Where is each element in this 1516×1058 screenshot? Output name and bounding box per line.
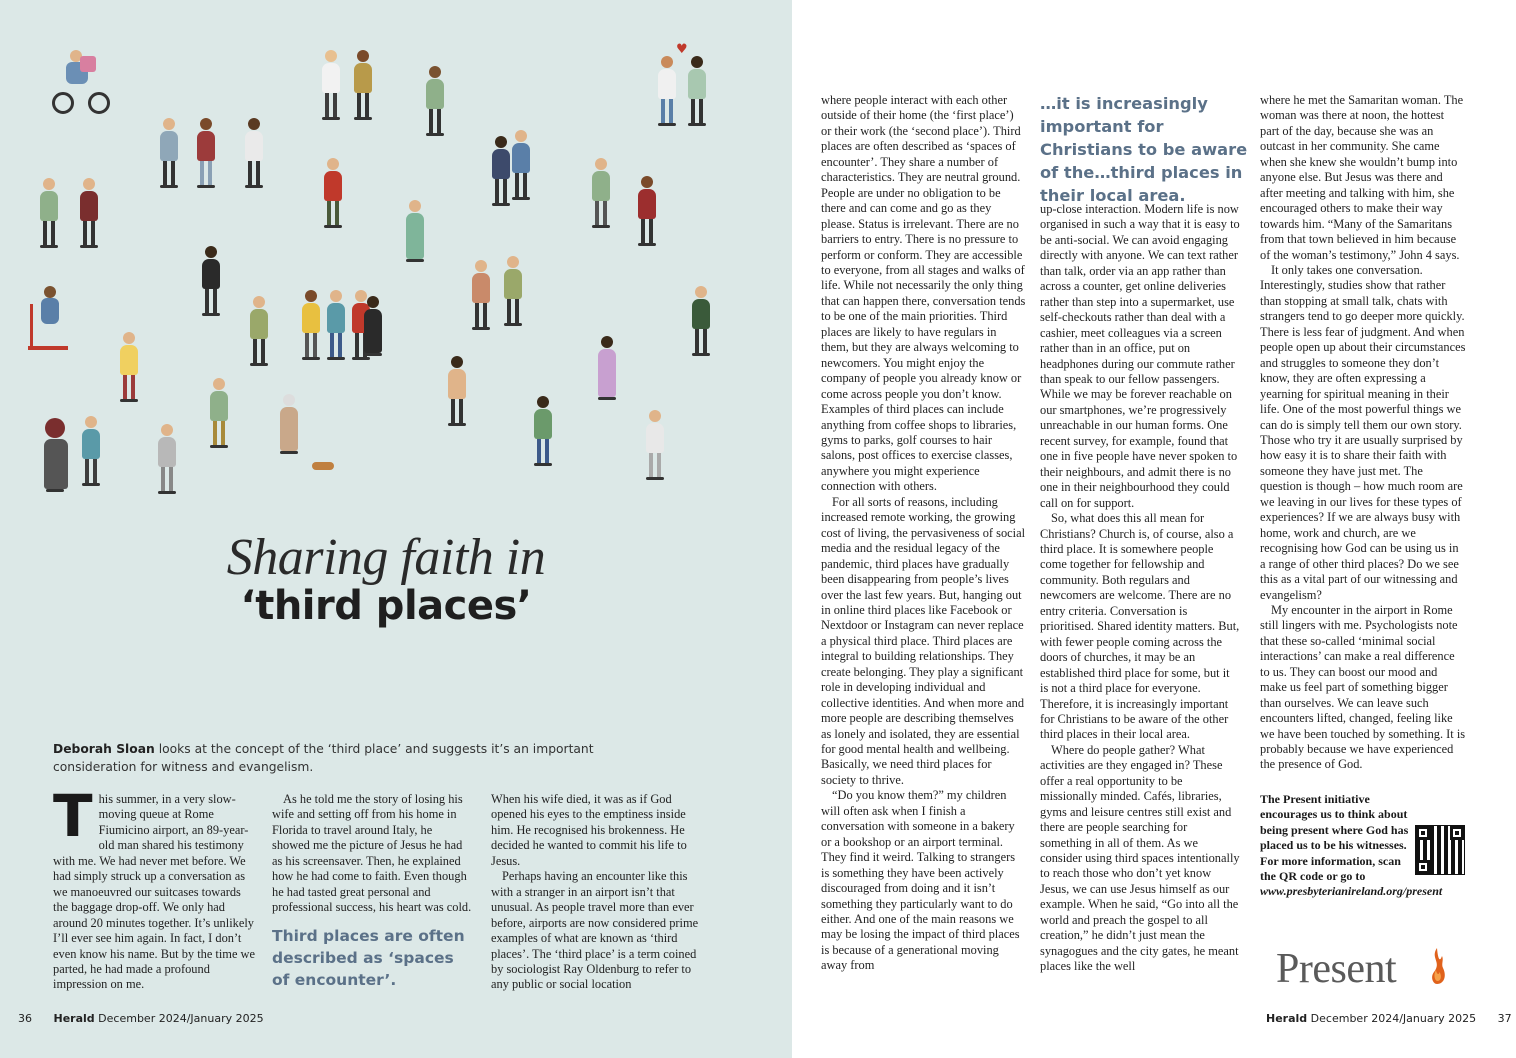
person-figure [362, 296, 384, 356]
person-figure [510, 130, 532, 200]
person-figure [636, 176, 658, 246]
page-number: 37 [1497, 1012, 1512, 1025]
magazine-name: Herald [53, 1012, 95, 1025]
body-paragraph: Perhaps having an encounter like this with a stranger in an airport isn’t that unusual. As people travel more than ever before, airports are now considered prime examples of what are known as ‘third places’. The ‘third place’ is a term coined by sociologist Ray Oldenburg to refer to any public or social location [491, 869, 699, 992]
person-figure [248, 296, 270, 366]
body-column-3 [491, 792, 699, 993]
pull-quote: …it is increasingly important for Christians to be aware of the…third places in their local area. [1040, 94, 1248, 205]
body-paragraph: This summer, in a very slow-moving queue at Rome Fiumicino airport, an 89-year-old man shared his testimony with me. We had never met before. We had simply struck up a conversation as we manoeuvred our suitcases towards the baggage drop-off. We only had around 20 minutes together. It’s unlikely I’ll ever see him again. In fact, I don’t even know his name. But by the time we parted, he had made a profound impression on me. [53, 782, 255, 992]
folio-right [1266, 1012, 1512, 1025]
person-figure [208, 378, 230, 448]
person-figure [404, 200, 426, 262]
person-figure [325, 290, 347, 360]
person-figure [118, 332, 140, 402]
person-figure [686, 56, 708, 126]
body-paragraph: where people interact with each other outside of their home (the ‘first place’) or their work (the ‘second place’). Third places are often described as ‘spaces of encounter’. They share a number of characteristics. They are neutral ground. People are under no obligation to be there and can come and go as they please. Status is irrelevant. There are no barriers to entry. There is no pressure to perform or conform. They are accessible to everyone, from all stages and walks of life. While not necessarily the only thing that can happen there, conversation tends to be one of the main priorities. Third places are likely to have regulars in them, but they are always welcoming to newcomers. You might enjoy the company of people you already know or come across people you don’t know. Examples of third places can include anything from coffee shops to libraries, gyms to parks, golf courses to hair salons, post offices to exercise classes, anywhere you might experience connection with others. [821, 93, 1026, 494]
present-logo: Present [1276, 946, 1397, 992]
callout-url-link[interactable]: www.presbyterianireland.org/present [1260, 884, 1443, 899]
body-paragraph: For all sorts of reasons, including increased remote working, the growing cost of living, the pervasiveness of social media and the residual legacy of the pandemic, third places have gradually been disappearing from people’s lives over the last few years. But, hanging out in online third places like Facebook or Nextdoor or Instagram can never replace a physical third place. Third places are integral to building relationships. They create belonging. They play a significant role in developing individual and collective identities. And when more and more people are describing themselves as lonely and isolated, they are essential for good mental health and wellbeing. Basically, we need third places for society to thrive. [821, 494, 1026, 787]
person-figure [690, 286, 712, 356]
person-figure [158, 118, 180, 188]
flame-icon [1424, 946, 1450, 986]
article-title [0, 528, 792, 629]
person-figure [424, 66, 446, 136]
body-paragraph: So, what does this all mean for Christians? Church is, of course, also a third place. It is somewhere people come together for fellowship and community. Both regulars and newcomers are welcome. There are no entry criteria. Conversation is prioritised. Shared identity matters. But, with fewer people coming across the doors of churches, it may be an established third place for some, but it is not a third place for everyone. Therefore, it is increasingly important for Christians to be aware of the other third places in their local area. [1040, 511, 1240, 742]
cyclist-figure [52, 50, 112, 120]
heart-icon: ♥ [676, 42, 688, 57]
person-figure [80, 416, 102, 486]
standfirst [53, 740, 613, 776]
person-figure [44, 418, 66, 492]
person-figure [243, 118, 265, 188]
person-figure [200, 246, 222, 316]
qr-code[interactable] [1416, 826, 1464, 874]
person-figure [38, 178, 60, 248]
body-paragraph: “Do you know them?” my children will often ask when I finish a conversation with someone in a bakery or a bookshop or an airport terminal. They find it weird. Talking to strangers is something they have been actively discouraged from doing and it isn’t something they particularly want to do either. And one of the main reasons we may be losing the impact of third places is because of a generational moving away from [821, 788, 1020, 973]
body-column-5 [1040, 202, 1240, 975]
person-figure [78, 178, 100, 248]
person-figure [596, 336, 618, 400]
title-line-2: ‘third places’ [240, 583, 532, 629]
page-number: 36 [18, 1012, 32, 1025]
scooter-figure [24, 286, 74, 356]
person-figure [195, 118, 217, 188]
body-paragraph: Where do people gather? What activities are they engaged in? These offer a real opportunity to be missionally minded. Cafés, libraries, gyms and leisure centres still exist and there are people searching for something in all of them. As we consider using third spaces intentionally to reach those who don’t yet know Jesus, we can use Jesus himself as our example. When he said, “Go into all the world and preach the gospel to all creation,” he didn’t just mean the synagogues and the city gates, he meant places like the well [1040, 742, 1240, 974]
person-figure [656, 56, 678, 126]
dog-figure [312, 462, 334, 470]
body-column-1 [53, 782, 256, 993]
person-figure [156, 424, 178, 494]
folio-left [18, 1012, 264, 1025]
body-column-2 [272, 792, 472, 991]
issue-date: December 2024/January 2025 [1310, 1012, 1477, 1025]
person-figure [352, 50, 374, 120]
body-paragraph: As he told me the story of losing his wife and setting off from his home in Florida to travel around Italy, he showed me the picture of Jesus he had as his screensaver. Then, he explained how he had come to faith. Even though he had tasted great personal and professional success, his heart was cold. [272, 792, 472, 915]
magazine-name: Herald [1266, 1012, 1308, 1025]
person-figure [470, 260, 492, 330]
body-paragraph: My encounter in the airport in Rome still lingers with me. Psychologists note that these so-called ‘minimal social interactions’ can make a real difference to us. They can boost our mood and make us feel part of something bigger than ourselves. We can leave such encounters lifted, changed, feeling like we have been touched by something. It is probably because we have experienced the presence of God. [1260, 602, 1466, 772]
standfirst-text: looks at the concept of the ‘third place’ and suggests it’s an important consideration for witness and evangelism. [53, 742, 594, 774]
person-figure [590, 158, 612, 228]
person-figure [322, 158, 344, 228]
pull-quote: Third places are often described as ‘spaces of encounter’. [272, 926, 465, 989]
person-figure [502, 256, 524, 326]
author-name: Deborah Sloan [53, 742, 155, 756]
body-paragraph: where he met the Samaritan woman. The woman was there at noon, the hottest part of the day, because she was an outcast in her community. She came when she knew she wouldn’t bump into anyone else. But Jesus was there and after meeting and talking with him, she encouraged others to make their way towards him. “Many of the Samaritans from that town believed in him because of the woman’s testimony,” John 4 says. [1260, 93, 1464, 262]
body-column-4 [821, 93, 1026, 974]
body-paragraph: When his wife died, it was as if God opened his eyes to the emptiness inside him. He recognised his brokenness. He decided he wanted to commit his life to Jesus. [491, 792, 687, 868]
body-paragraph: It only takes one conversation. Interestingly, studies show that rather than stopping at small talk, chats with strangers tend to go deeper more quickly. There is less fear of judgment. And when people open up about their circumstances and struggles to someone they don’t know, they are often expressing a yearning for spiritual meaning in their life. One of the most powerful things we can do is simply tell them our own story. Those who try it are usually surprised by how easy it is to share their faith with someone they have just met. The question is though – how much room are we leaving in our lives for these types of experiences? If we are always busy with home, work and church, are we recognising how God can be using us in a range of other third places? Do we see this as a vital part of our witnessing and evangelism? [1260, 262, 1466, 602]
person-figure [644, 410, 666, 480]
person-figure [320, 50, 342, 120]
issue-date: December 2024/January 2025 [98, 1012, 264, 1025]
person-figure [446, 356, 468, 426]
person-figure [532, 396, 554, 466]
person-figure [278, 394, 300, 454]
callout-text: The Present initiative encourages us to think about being present where God has placed us to be his witnesses. For more information, scan the QR code or go to [1260, 792, 1409, 884]
drop-cap: T [53, 782, 93, 850]
body-column-6 [1260, 93, 1466, 773]
person-figure [300, 290, 322, 360]
person-figure [490, 136, 512, 206]
title-line-1: Sharing faith in [226, 529, 546, 586]
body-paragraph: up-close interaction. Modern life is now organised in such a way that it is easy to be anti-social. We can avoid engaging directly with anyone. We can text rather than talk, order via an app rather than across a counter, get online deliveries rather than step into a supermarket, use self-checkouts rather than deal with a cashier, meet colleagues via a screen rather than in an office, put on headphones during our commute rather than speak to our fellow passengers. While we may be forever reachable on our smartphones, we’re progressively unreachable in our human forms. One recent survey, for example, found that one in five people have never spoken to their neighbours, and admit there is no one in their neighbourhood they could call on for support. [1040, 202, 1240, 510]
